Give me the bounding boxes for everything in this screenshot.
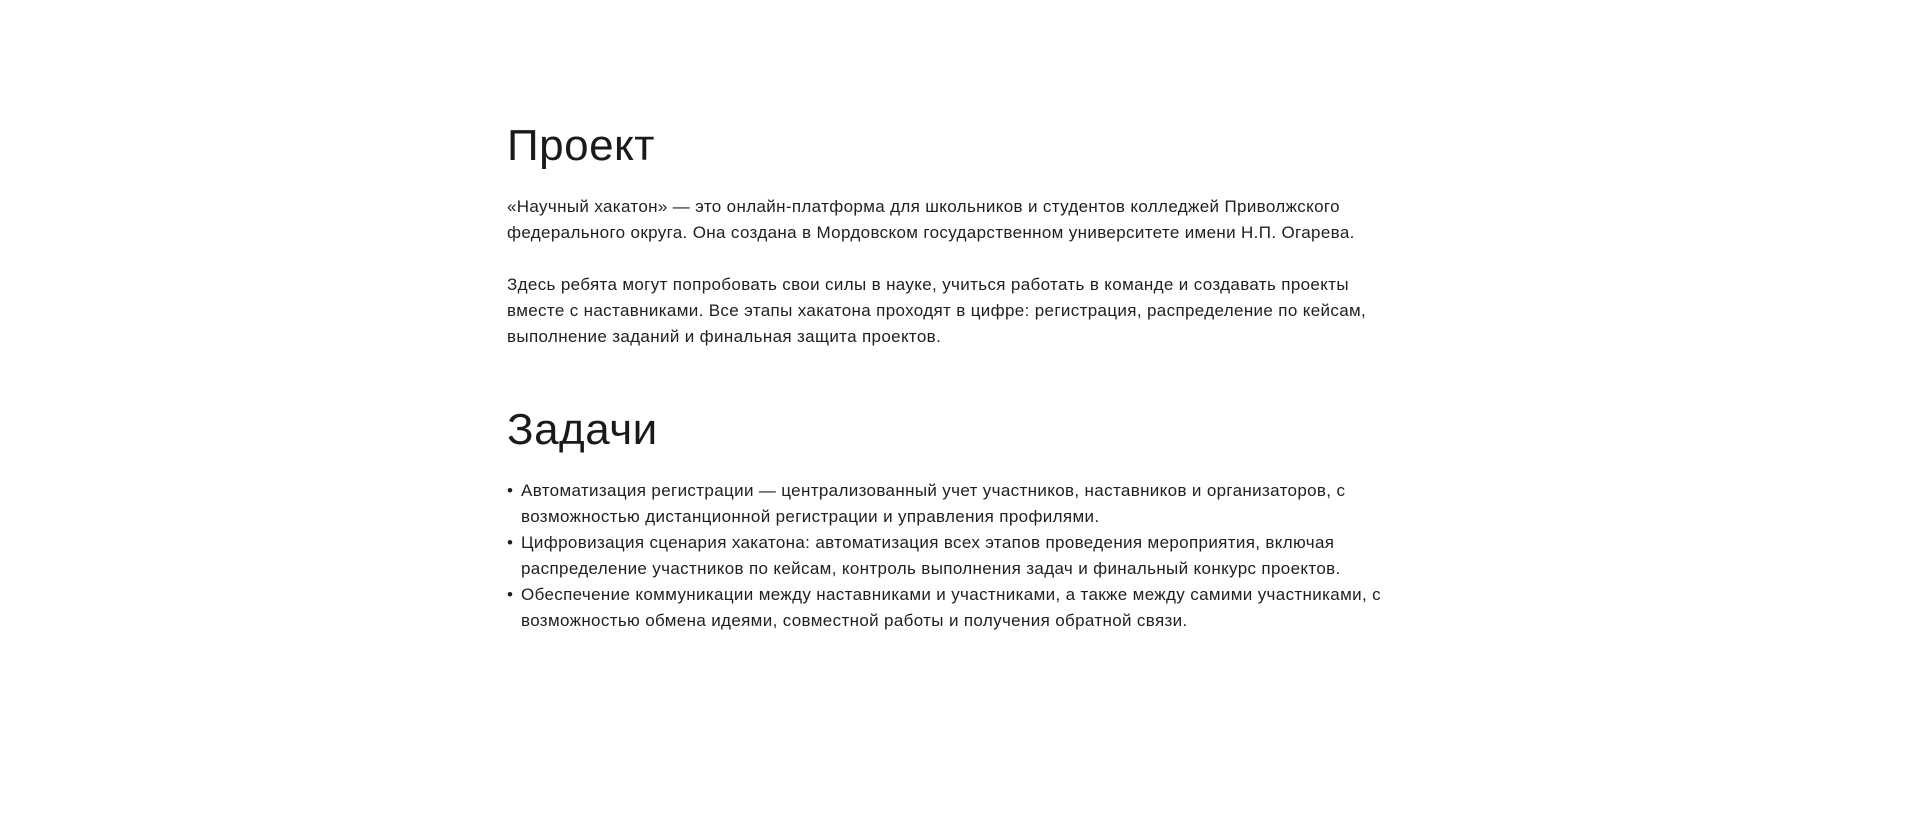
bullet-icon: • bbox=[507, 533, 514, 552]
task-text: Обеспечение коммуникации между наставниками и участниками, а также между самими участниками, с возможностью обмена идеями, совместной работы и получения обратной связи. bbox=[521, 585, 1381, 630]
project-paragraph-1: «Научный хакатон» — это онлайн-платформа для школьников и студентов колледжей Приволжского федерального округа. Она создана в Мордовском государственном университете имени Н.П. Огарева. bbox=[507, 197, 1355, 242]
bullet-icon: • bbox=[507, 481, 514, 500]
task-text: Цифровизация сценария хакатона: автоматизация всех этапов проведения мероприятия, включая распределение участников по кейсам, контроль выполнения задач и финальный конкурс проектов. bbox=[521, 533, 1341, 578]
tasks-list bbox=[507, 478, 1387, 634]
tasks-title: Задачи bbox=[507, 405, 658, 454]
list-item bbox=[507, 530, 1387, 582]
main-content bbox=[507, 120, 1387, 634]
bullet-icon: • bbox=[507, 585, 514, 604]
list-item bbox=[507, 582, 1387, 634]
tasks-section bbox=[507, 404, 1387, 634]
project-paragraph-2: Здесь ребята могут попробовать свои силы в науке, учиться работать в команде и создавать проекты вместе с наставниками. Все этапы хакатона проходят в цифре: регистрация, распределение по кейсам, выполнение заданий и финальная защита проектов. bbox=[507, 275, 1367, 346]
list-item bbox=[507, 478, 1387, 530]
project-section bbox=[507, 120, 1387, 350]
task-text: Автоматизация регистрации — централизованный учет участников, наставников и организаторов, с возможностью дистанционной регистрации и управления профилями. bbox=[521, 481, 1346, 526]
project-title: Проект bbox=[507, 121, 655, 170]
